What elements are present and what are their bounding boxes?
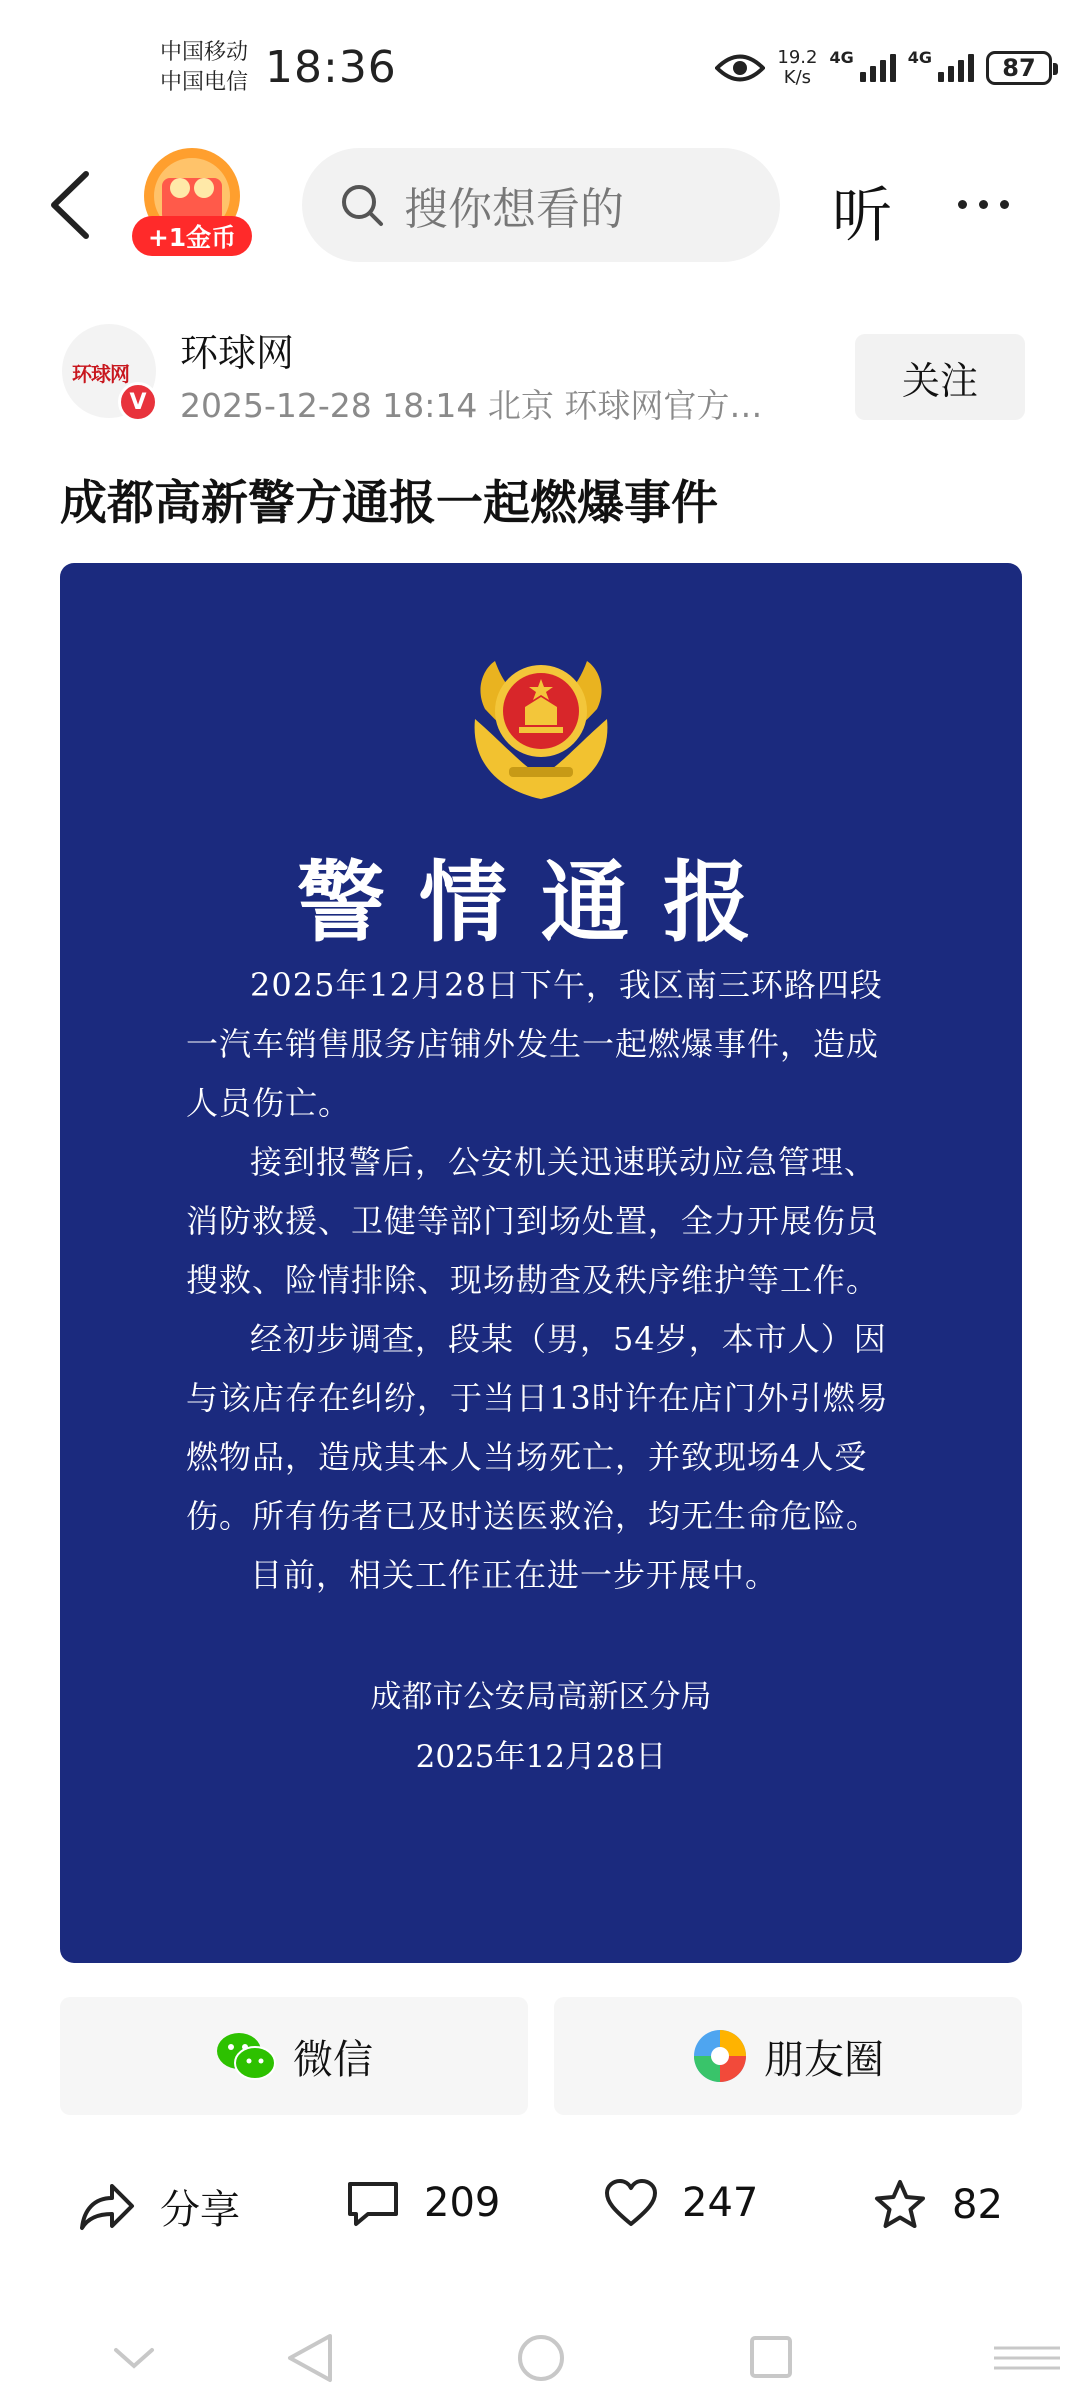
dot-icon bbox=[1000, 200, 1009, 209]
notice-body bbox=[186, 956, 898, 1605]
dot-icon bbox=[979, 200, 988, 209]
notice-image[interactable] bbox=[60, 563, 1022, 1963]
carrier-info bbox=[160, 38, 248, 98]
nav-back-icon[interactable] bbox=[290, 2336, 330, 2380]
speed-unit: K/s bbox=[783, 67, 812, 88]
post-meta: 2025-12-28 18:14 北京 环球网官方… bbox=[180, 386, 763, 425]
favorite-action[interactable] bbox=[872, 2178, 1003, 2232]
follow-button[interactable]: 关注 bbox=[855, 334, 1025, 420]
status-time: 18:36 bbox=[265, 42, 397, 93]
listen-button[interactable]: 听 bbox=[832, 181, 892, 251]
notice-paragraph: 经初步调查，段某（男，54岁，本市人）因与该店存在纠纷，于当日13时许在店门外引燃易燃物品，造成其本人当场死亡，并致现场4人受伤。所有伤者已及时送医救治，均无生命危险。 bbox=[186, 1320, 889, 1535]
notice-heading: 警情通报 bbox=[296, 850, 785, 954]
comment-icon bbox=[346, 2178, 400, 2228]
share-wechat-button[interactable] bbox=[60, 1997, 528, 2115]
nav-recents-icon[interactable] bbox=[752, 2338, 790, 2376]
share-wechat-label: 微信 bbox=[293, 2036, 373, 2083]
menu-lines-icon[interactable] bbox=[994, 2348, 1060, 2368]
coin-reward-button[interactable] bbox=[132, 148, 252, 258]
star-icon bbox=[872, 2178, 928, 2232]
avatar-logo: 环球网 bbox=[72, 362, 129, 386]
back-button[interactable] bbox=[48, 170, 92, 244]
share-moments-label: 朋友圈 bbox=[764, 2036, 884, 2083]
favorite-count: 82 bbox=[952, 2182, 1003, 2228]
network-type-2: 4G bbox=[907, 48, 932, 67]
dot-icon bbox=[958, 200, 967, 209]
police-emblem-icon bbox=[465, 649, 617, 811]
like-count: 247 bbox=[682, 2180, 759, 2226]
comment-action[interactable] bbox=[346, 2178, 500, 2228]
notice-paragraph: 目前，相关工作正在进一步开展中。 bbox=[250, 1556, 779, 1594]
search-placeholder: 搜你想看的 bbox=[404, 184, 624, 235]
share-action[interactable] bbox=[78, 2178, 240, 2235]
heart-icon bbox=[604, 2178, 658, 2228]
search-icon bbox=[338, 181, 386, 229]
like-action[interactable] bbox=[604, 2178, 758, 2228]
eye-icon bbox=[715, 53, 765, 83]
article-title: 成都高新警方通报一起燃爆事件 bbox=[60, 476, 718, 531]
share-action-label: 分享 bbox=[160, 2187, 240, 2233]
coin-badge: +1金币 bbox=[132, 216, 252, 256]
carrier-1: 中国移动 bbox=[160, 40, 249, 65]
status-icons bbox=[715, 48, 1052, 88]
verified-badge: V bbox=[118, 382, 158, 422]
moments-icon bbox=[692, 2028, 748, 2084]
notice-paragraph: 2025年12月28日下午，我区南三环路四段一汽车销售服务店铺外发生一起燃爆事件，造成人员伤亡。 bbox=[186, 966, 883, 1122]
speed-value: 19.2 bbox=[777, 47, 818, 68]
share-moments-button[interactable] bbox=[554, 1997, 1022, 2115]
search-bar[interactable] bbox=[302, 148, 780, 262]
battery-icon bbox=[986, 51, 1052, 85]
share-arrow-icon bbox=[78, 2182, 136, 2232]
comment-count: 209 bbox=[424, 2180, 501, 2226]
more-options-button[interactable] bbox=[958, 200, 1009, 209]
signal-icon bbox=[938, 54, 974, 82]
nav-home-icon[interactable] bbox=[520, 2337, 562, 2379]
notice-signature: 成都市公安局高新区分局 bbox=[370, 1679, 712, 1715]
network-type-1: 4G bbox=[829, 48, 854, 67]
carrier-2: 中国电信 bbox=[160, 70, 249, 95]
chevron-left-icon bbox=[48, 170, 92, 240]
author-name[interactable]: 环球网 bbox=[180, 331, 295, 375]
battery-level: 87 bbox=[1002, 54, 1036, 82]
system-nav-bar bbox=[0, 2300, 1080, 2400]
signal-icon bbox=[860, 54, 896, 82]
wechat-icon bbox=[215, 2029, 277, 2083]
notice-paragraph: 接到报警后，公安机关迅速联动应急管理、消防救援、卫健等部门到场处置，全力开展伤员搜救、险情排除、现场勘查及秩序维护等工作。 bbox=[186, 1143, 880, 1299]
network-speed bbox=[777, 48, 817, 88]
notice-date: 2025年12月28日 bbox=[415, 1739, 667, 1775]
collapse-icon[interactable] bbox=[116, 2350, 152, 2366]
